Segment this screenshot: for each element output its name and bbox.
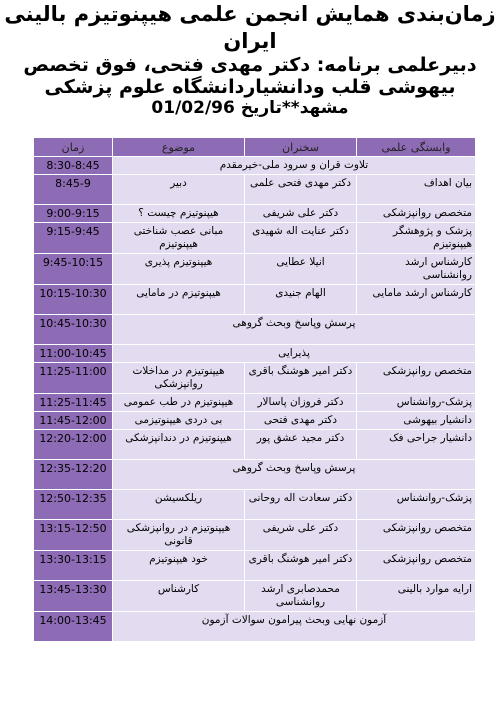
time-cell: 11:00-10:45 (34, 345, 113, 363)
topic-cell: هیپنوتیزم در مامایی (113, 285, 245, 315)
affiliation-cell: متخصص روانپزشکی (357, 363, 476, 394)
affiliation-cell: متخصص روانپزشکی (357, 520, 476, 551)
schedule-body (34, 157, 476, 642)
topic-cell: هیپنوتیزم در دندانپزشکی (113, 430, 245, 460)
table-row (34, 612, 476, 642)
table-row (34, 551, 476, 581)
time-cell: 9:00-9:15 (34, 205, 113, 223)
time-cell: 10:45-10:30 (34, 315, 113, 345)
topic-cell: خود هیپنوتیزم (113, 551, 245, 581)
table-row (34, 520, 476, 551)
column-header-time: زمان (34, 138, 113, 157)
topic-cell: هیپنوتیزم در روانپزشکی قانونی (113, 520, 245, 551)
affiliation-cell: کارشناس ارشد مامایی (357, 285, 476, 315)
affiliation-cell: دانشیار بیهوشی (357, 412, 476, 430)
speaker-cell: دکتر امیر هوشنگ باقری (245, 551, 357, 581)
speaker-cell: محمدصابری ارشد روانشناسی (245, 581, 357, 612)
table-row (34, 490, 476, 520)
topic-cell: ریلکسیشن (113, 490, 245, 520)
table-row (34, 345, 476, 363)
topic-cell: هیپنوتیزم در مداخلات روانپزشکی (113, 363, 245, 394)
title-line-4: بیهوشی قلب ودانشیاردانشگاه علوم پزشکی (44, 76, 456, 98)
speaker-cell: الهام جنیدی (245, 285, 357, 315)
speaker-cell: دکتر امیر هوشنگ باقری (245, 363, 357, 394)
table-row (34, 460, 476, 490)
speaker-cell: دکتر علی شریفی (245, 205, 357, 223)
topic-cell: مبانی عصب شناختی هیپنوتیزم (113, 223, 245, 254)
session-cell: تلاوت قران و سرود ملی-خیرمقدم (113, 157, 476, 175)
session-cell: پرسش وپاسخ وبحث گروهی (113, 460, 476, 490)
table-row (34, 315, 476, 345)
time-cell: 8:30-8:45 (34, 157, 113, 175)
schedule-table (33, 137, 476, 642)
time-cell: 11:25-11:00 (34, 363, 113, 394)
speaker-cell: دکتر مهدی فتحی (245, 412, 357, 430)
speaker-cell: دکتر مهدی فتحی علمی (245, 175, 357, 205)
topic-cell: هیپنوتیزم در طب عمومی (113, 394, 245, 412)
document-header (0, 0, 500, 118)
speaker-cell: دکتر عنایت اله شهیدی (245, 223, 357, 254)
session-cell: پذیرایی (113, 345, 476, 363)
affiliation-cell: ارایه موارد بالینی (357, 581, 476, 612)
time-cell: 12:50-12:35 (34, 490, 113, 520)
table-row (34, 412, 476, 430)
table-row (34, 430, 476, 460)
affiliation-cell: پزشک-روانشناس (357, 394, 476, 412)
affiliation-cell: دانشیار جراحی فک (357, 430, 476, 460)
table-row (34, 581, 476, 612)
speaker-cell: دکتر فروزان پاسالار (245, 394, 357, 412)
time-cell: 13:15-12:50 (34, 520, 113, 551)
time-cell: 12:20-12:00 (34, 430, 113, 460)
column-header-affiliation: وابستگی علمی (357, 138, 476, 157)
title-line-2: ایران (223, 29, 277, 53)
topic-cell: دبیر (113, 175, 245, 205)
column-header-topic: موضوع (113, 138, 245, 157)
time-cell: 14:00-13:45 (34, 612, 113, 642)
table-row (34, 175, 476, 205)
table-header-row (34, 138, 476, 157)
affiliation-cell: بیان اهداف (357, 175, 476, 205)
affiliation-cell: پزشک و پژوهشگر هیپنوتیزم (357, 223, 476, 254)
time-cell: 13:45-13:30 (34, 581, 113, 612)
table-row (34, 285, 476, 315)
table-row (34, 205, 476, 223)
affiliation-cell: کارشناس ارشد روانشناسی (357, 254, 476, 285)
affiliation-cell: پزشک-روانشناس (357, 490, 476, 520)
table-row (34, 223, 476, 254)
session-cell: آزمون نهایی وبحث پیرامون سوالات آزمون (113, 612, 476, 642)
speaker-cell: دکتر سعادت اله روحانی (245, 490, 357, 520)
time-cell: 9:45-10:15 (34, 254, 113, 285)
speaker-cell: دکتر مجید عشق پور (245, 430, 357, 460)
affiliation-cell: متخصص روانپزشکی (357, 551, 476, 581)
time-cell: 11:45-12:00 (34, 412, 113, 430)
speaker-cell: دکتر علی شریفی (245, 520, 357, 551)
column-header-speaker: سخنران (245, 138, 357, 157)
topic-cell: هیپنوتیزم چیست ؟ (113, 205, 245, 223)
time-cell: 11:25-11:45 (34, 394, 113, 412)
session-cell: پرسش وپاسخ وبحث گروهی (113, 315, 476, 345)
time-cell: 13:30-13:15 (34, 551, 113, 581)
table-row (34, 157, 476, 175)
affiliation-cell: متخصص روانپزشکی (357, 205, 476, 223)
title-line-3: دبیرعلمی برنامه: دکتر مهدی فتحی، فوق تخصص (23, 54, 477, 76)
topic-cell: هیپنوتیزم پذیری (113, 254, 245, 285)
title-line-5-date: مشهد**تاریخ 01/02/96 (151, 98, 349, 118)
time-cell: 9:15-9:45 (34, 223, 113, 254)
time-cell: 12:35-12:20 (34, 460, 113, 490)
speaker-cell: انیلا عطایی (245, 254, 357, 285)
topic-cell: کارشناس (113, 581, 245, 612)
time-cell: 8:45-9 (34, 175, 113, 205)
table-row (34, 363, 476, 394)
topic-cell: بی دردی هیپنوتیزمی (113, 412, 245, 430)
time-cell: 10:15-10:30 (34, 285, 113, 315)
table-row (34, 394, 476, 412)
table-row (34, 254, 476, 285)
title-line-1: زمان‌بندی همایش انجمن علمی هیپنوتیزم بالینی (4, 2, 496, 26)
